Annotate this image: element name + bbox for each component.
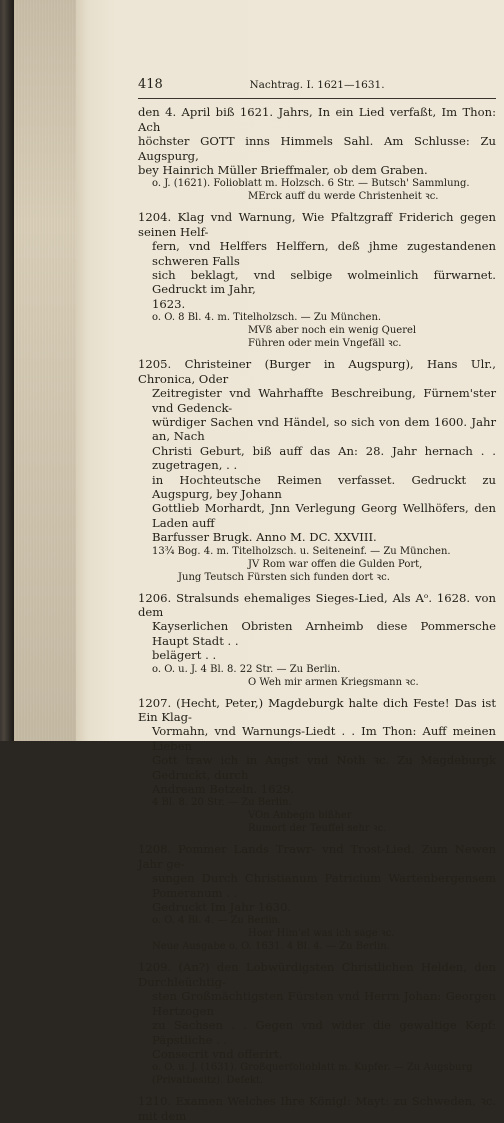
incipit-line: MVß aber noch ein wenig Querel (248, 325, 417, 337)
header-rule (138, 98, 496, 99)
bibliographic-note: (Privatbesitz). Defekt. (152, 1075, 264, 1087)
incipit-line: VOn Anbegin bißher (248, 810, 352, 822)
text-line: bey Hainrich Müller Brieffmaler, ob dem Graben. (138, 163, 428, 178)
text-line: 1209. (An?) den Lobwürdigsten Christlichen Helden, den Durchleüchtig- (138, 960, 496, 989)
entry-1204 (138, 210, 496, 350)
bibliographic-note: 4 Bl. 8. 20 Str. — Zu Berlin. (152, 797, 292, 809)
bibliographic-note: Neue Ausgabe o. O. 1631. 4 Bl. 4. — Zu Berlin. (152, 941, 390, 953)
incipit-line: Rumort der Teuffel sehr ꝛc. (248, 823, 387, 835)
text-line: 1208. Pommer Lands Trawr- vnd Trost-Lied. Zum Newen Jahr ge- (138, 842, 496, 871)
bibliographic-note: o. O. u. J. (1631). Großquerfolioblatt m. Kupfer. — Zu Augsburg (152, 1062, 473, 1074)
text-line: Kayserlichen Obristen Arnheimb diese Pommersche Haupt Stadt . . (152, 619, 496, 648)
text-line: 1623. (152, 296, 186, 311)
entry-1209 (138, 960, 496, 1087)
text-line: fern, vnd Helffers Helffern, deß jhme zugestandenen schweren Falls (152, 239, 496, 268)
incipit-line: O Weh mir armen Kriegsmann ꝛc. (248, 676, 419, 688)
text-line: sich beklagt, vnd selbige wolmeinlich fürwarnet. Gedruckt im Jahr, (152, 268, 496, 297)
incipit-line: MErck auff du werde Christenheit ꝛc. (248, 191, 439, 203)
text-line: belägert . . (152, 648, 217, 663)
entry-1206 (138, 591, 496, 689)
entry-1208 (138, 842, 496, 953)
text-line: Consecrit vnd offerirt. (152, 1046, 283, 1061)
text-line: würdiger Sachen vnd Händel, so sich von dem 1600. Jahr an, Nach (152, 414, 496, 444)
text-line: 1206. Stralsunds ehemaliges Sieges-Lied, Als Aᵒ. 1628. von dem (138, 590, 496, 619)
bibliographic-note: o. O. 4 Bl. 4. — Zu Berlin. (152, 915, 282, 927)
incipit-line: Hoer Him'el was ich sage ꝛc. (248, 928, 395, 940)
entry-1210 (138, 1094, 496, 1123)
bibliographic-note: o. J. (1621). Folioblatt m. Holzsch. 6 Str. — Butsch' Sammlung. (152, 178, 470, 190)
incipit-line: JV Rom war offen die Gulden Port, (248, 558, 423, 570)
text-line: sungen Durch Christianum Patricium Wartenbergensem Pomeranum . . (152, 871, 496, 900)
page-header (138, 78, 496, 92)
text-line: höchster GOTT inns Himmels Sahl. Am Schlusse: Zu Augspurg, (138, 134, 496, 163)
text-line: Christi Geburt, biß auff das An: 28. Jahr hernach . . zugetragen, . . (152, 443, 496, 473)
text-line: Zeitregister vnd Wahrhaffte Beschreibung, Fürnem'ster vnd Gedenck- (152, 386, 496, 415)
page-number: 418 (138, 77, 163, 92)
text-line: 1204. Klag vnd Warnung, Wie Pfaltzgraff Friderich gegen seinen Helf- (138, 210, 496, 239)
page-edges (14, 0, 76, 741)
incipit-line: Jung Teutsch Fürsten sich funden dort ꝛc. (178, 571, 390, 583)
bibliographic-note: 13¾ Bog. 4. m. Titelholzsch. u. Seiteneinf. — Zu München. (152, 545, 451, 557)
running-head: Nachtrag. I. 1621—1631. (249, 79, 385, 91)
entry-continuation (138, 105, 496, 203)
text-line: zu Sachsen . . Gegen vnd wider die gewaltige Kepf: Päpstliche . . (152, 1018, 496, 1047)
incipit-line: Führen oder mein Vngefäll ꝛc. (248, 338, 402, 350)
text-line: 1207. (Hecht, Peter,) Magdeburgk halte dich Feste! Das ist Ein Klag- (138, 695, 496, 724)
text-line: den 4. April biß 1621. Jahrs, In ein Lied verfaßt, Im Thon: Ach (138, 105, 496, 134)
entry-1205 (138, 357, 496, 583)
text-line: Andream Betzeln. 1629. (152, 782, 295, 797)
text-line: sten Großmächtigsten Fürsten vnd Herrn Johan: Georgen Hertzogen (152, 989, 496, 1018)
text-line: 1210. Examen Welches Ihre Königl: Mayt: zu Schweden, ꝛc. mit dem (138, 1094, 496, 1123)
page-content (138, 78, 496, 1123)
text-line: in Hochteutsche Reimen verfasset. Gedruckt zu Augspurg, bey Johann (152, 472, 496, 501)
text-line: Gedruckt Im Jahr 1630. (152, 900, 292, 915)
bibliographic-note: o. O. 8 Bl. 4. m. Titelholzsch. — Zu München. (152, 312, 382, 324)
bibliographic-note: o. O. u. J. 4 Bl. 8. 22 Str. — Zu Berlin. (152, 663, 341, 675)
text-line: 1205. Christeiner (Burger in Augspurg), Hans Ulr., Chronica, Oder (138, 357, 496, 386)
text-line: Gottlieb Morhardt, Jnn Verlegung Georg Wellhöfers, den Laden auff (152, 501, 496, 530)
text-line: Gott traw ich in Angst vnd Noth ꝛc. Zu Magdeburgk Gedruckt, durch (152, 753, 496, 782)
text-line: Barfusser Brugk. Anno M. DC. XXVIII. (152, 530, 377, 545)
entry-1207 (138, 696, 496, 836)
text-line: Vormahn, vnd Warnungs-Liedt . . Im Thon: Auff meinen Lieben (152, 724, 496, 753)
